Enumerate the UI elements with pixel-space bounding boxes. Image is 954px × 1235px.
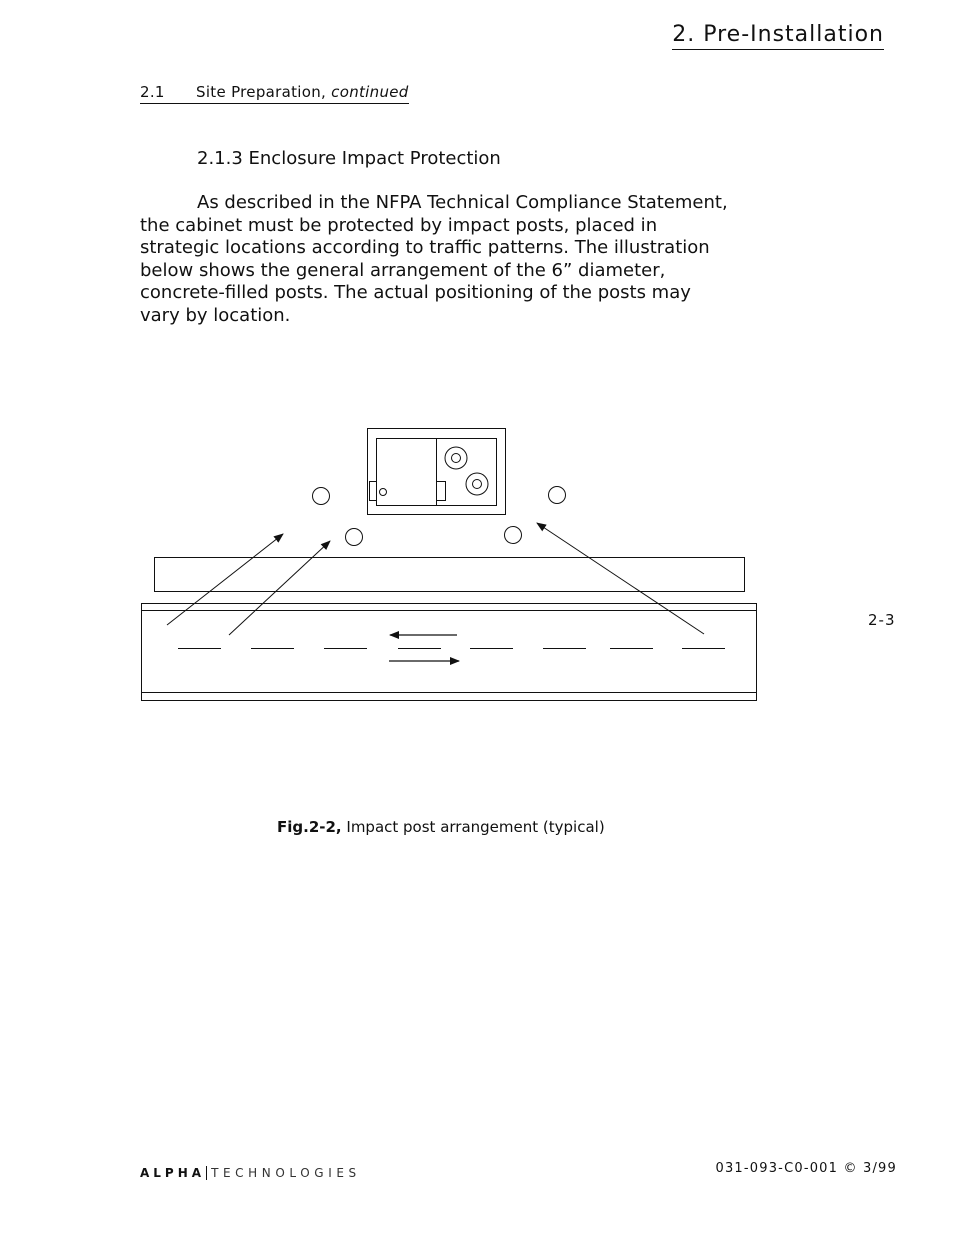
paragraph-line: strategic locations according to traffic patterns. The illustration [140,237,710,258]
approach-arrow-icon [537,523,704,634]
approach-arrow-icon [229,541,330,635]
approach-arrow-icon [167,534,283,625]
page-number: 2-3 [868,611,896,629]
curb [155,558,745,592]
paragraph-line: the cabinet must be protected by impact posts, placed in [140,214,658,236]
fan-inner [452,454,461,463]
fan-inner [473,480,482,489]
logo-divider [206,1166,207,1180]
paragraph-line: As described in the NFPA Technical Compliance Statement, [197,192,728,213]
cabinet-enclosure [368,429,506,515]
paragraph-line: below shows the general arrangement of the 6” diameter, [140,259,666,281]
figure-caption [277,818,605,836]
impact-post [549,487,566,504]
logo-alpha: ALPHA [140,1166,206,1180]
paragraph-line: concrete-filled posts. The actual positioning of the posts may [140,282,691,303]
section-title: Site Preparation, [196,83,327,101]
document-number: 031-093-C0-001 © 3/99 [715,1161,897,1176]
figure-label: Fig.2-2, [277,818,342,836]
fan-outer [445,447,467,469]
road-outline [142,604,757,701]
company-logo [140,1166,361,1180]
road [142,604,757,701]
paragraph-line: vary by location. [140,304,291,326]
impact-post [313,488,330,505]
cabinet-latch [380,489,387,496]
section-continued: continued [331,83,409,101]
impact-post [346,529,363,546]
cabinet-hinge-right [437,482,446,501]
chapter-title: 2. Pre-Installation [672,22,884,50]
figure-caption-text: Impact post arrangement (typical) [341,818,605,836]
section-number: 2.1 [140,83,165,101]
fan-outer [466,473,488,495]
logo-technologies: TECHNOLOGIES [211,1166,361,1180]
impact-post [505,527,522,544]
subsection-title: 2.1.3 Enclosure Impact Protection [197,148,501,169]
cabinet-hinge-left [370,482,377,501]
